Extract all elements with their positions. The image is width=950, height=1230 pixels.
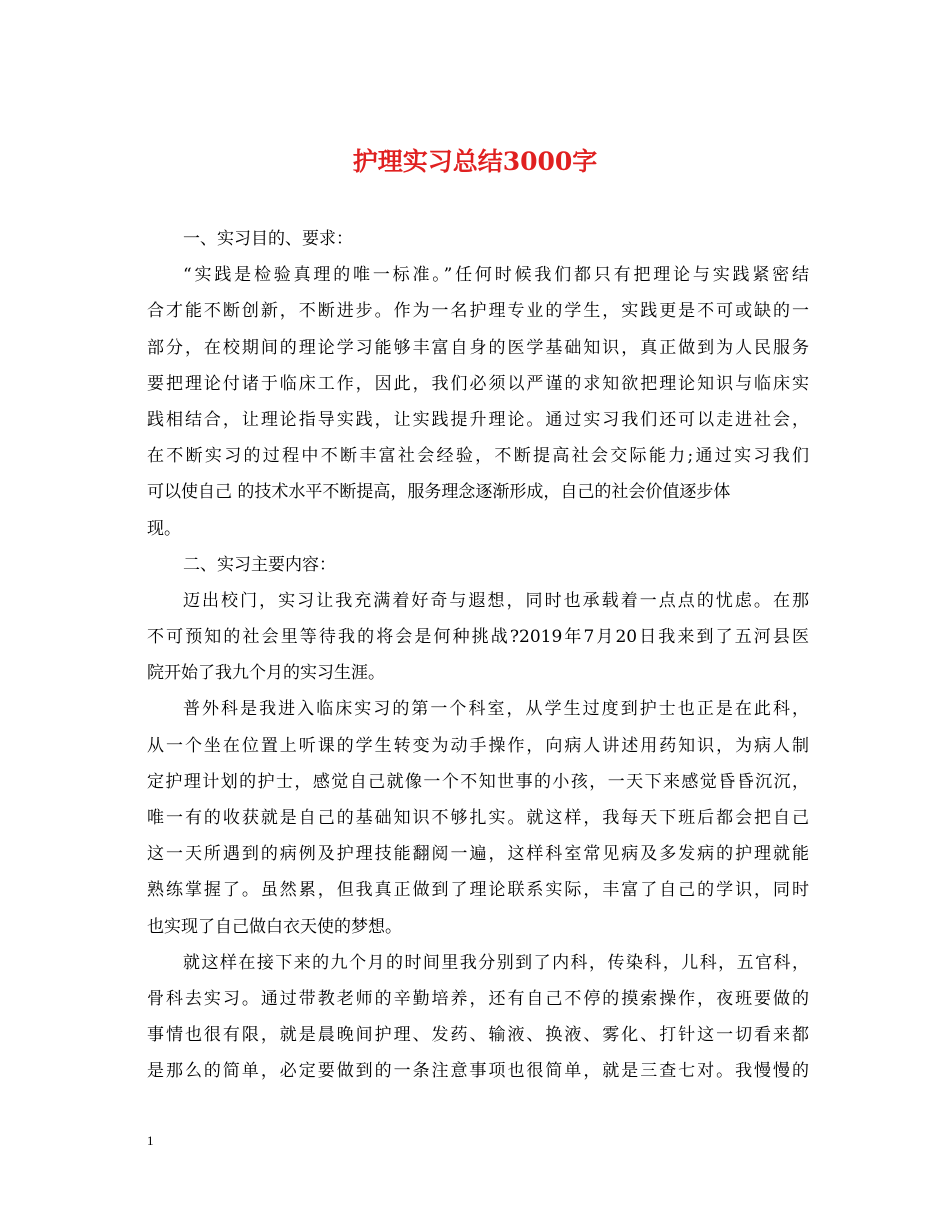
document-body	[147, 221, 809, 1090]
paragraph-line: 可以使自己 的技术水平不断提高，服务理念逐渐形成，自己的社会价值逐步体	[147, 482, 731, 503]
paragraph-line: 部分，在校期间的理论学习能够丰富自身的医学基础知识，真正做到为人民服务	[147, 337, 809, 358]
paragraph-line: 就这样在接下来的九个月的时间里我分别到了内科，传染科，儿科，五官科，	[183, 952, 809, 973]
page-number: 1	[147, 1133, 154, 1148]
paragraph-line: 践相结合，让理论指导实践，让实践提升理论。通过实习我们还可以走进社会，	[147, 409, 809, 430]
paragraph-line: 要把理论付诸于临床工作，因此，我们必须以严谨的求知欲把理论知识与临床实	[147, 373, 809, 394]
section-heading: 一、实习目的、要求：	[183, 229, 353, 249]
paragraph-line: 现。	[147, 518, 181, 539]
paragraph-line: 也实现了自己做白衣天使的梦想。	[147, 916, 402, 937]
paragraph-line: 从一个坐在位置上听课的学生转变为动手操作，向病人讲述用药知识，为病人制	[147, 735, 809, 756]
paragraph-line: 这一天所遇到的病例及护理技能翻阅一遍，这样科室常见病及多发病的护理就能	[147, 844, 809, 865]
paragraph-line: 唯一有的收获就是自己的基础知识不够扎实。就这样，我每天下班后都会把自己	[147, 808, 809, 828]
paragraph-line: 在不断实习的过程中不断丰富社会经验，不断提高社会交际能力;通过实习我们	[147, 446, 809, 467]
document-title: 护理实习总结3000字	[352, 147, 598, 176]
paragraph-line: 迈出校门，实习让我充满着好奇与遐想，同时也承载着一点点的忧虑。在那	[183, 590, 809, 611]
section-heading: 二、实习主要内容：	[183, 554, 336, 575]
paragraph-line: 是那么的简单，必定要做到的一条注意事项也很简单，就是三查七对。我慢慢的	[147, 1061, 809, 1082]
paragraph-line: 不可预知的社会里等待我的将会是何种挑战?2019年7月20日我来到了五河县医	[147, 627, 809, 648]
paragraph-line: 定护理计划的护士，感觉自己就像一个不知世事的小孩，一天下来感觉昏昏沉沉，	[147, 771, 809, 792]
paragraph-line: 骨科去实习。通过带教老师的辛勤培养，还有自己不停的摸索操作，夜班要做的	[147, 988, 809, 1009]
paragraph-line: “实践是检验真理的唯一标准。”任何时候我们都只有把理论与实践紧密结	[183, 265, 809, 286]
paragraph-line: 熟练掌握了。虽然累，但我真正做到了理论联系实际，丰富了自己的学识，同时	[147, 880, 809, 901]
paragraph-line: 院开始了我九个月的实习生涯。	[147, 663, 385, 684]
paragraph-line: 事情也很有限，就是晨晚间护理、发药、输液、换液、雾化、打针这一切看来都	[147, 1025, 809, 1046]
paragraph-line: 普外科是我进入临床实习的第一个科室，从学生过度到护士也正是在此科，	[183, 699, 809, 720]
paragraph-line: 合才能不断创新，不断进步。作为一名护理专业的学生，实践更是不可或缺的一	[147, 301, 809, 322]
